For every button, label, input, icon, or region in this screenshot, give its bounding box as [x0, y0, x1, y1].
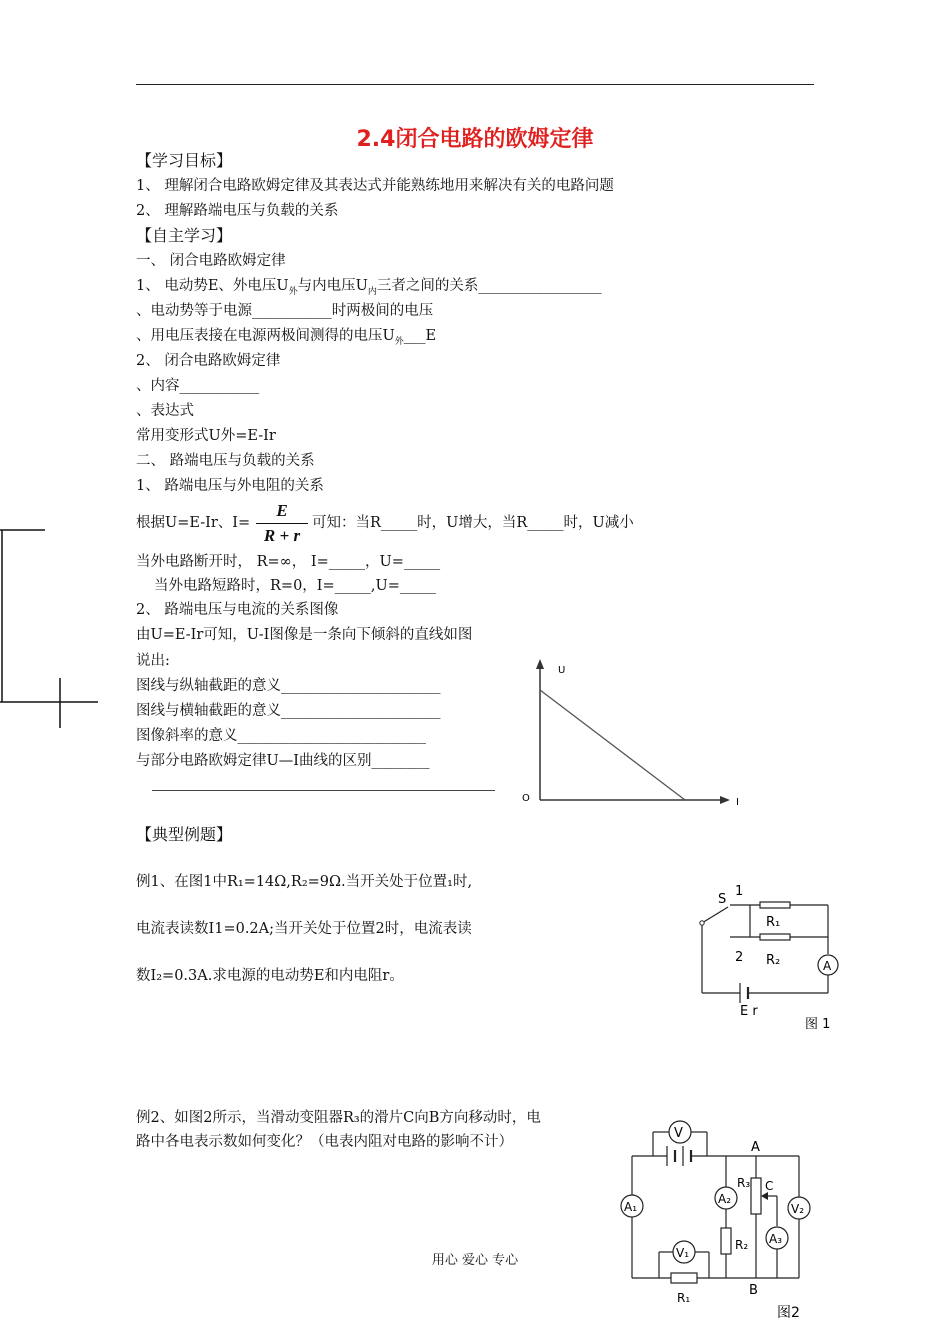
figure-1 — [690, 875, 850, 1040]
example1-line3: 数I₂=0.3A.求电源的电动势E和内电阻r。 — [136, 968, 404, 984]
binding-marks — [0, 520, 110, 740]
part1-q1-2 — [136, 326, 436, 352]
part2-q1: 1、 路端电压与外电阻的关系 — [136, 478, 324, 494]
ui-graph — [510, 655, 760, 815]
part1-q2-3: 常用变形式U外=E-Ir — [136, 428, 276, 444]
y-label: U — [558, 665, 566, 676]
q1-2-text-a: 、用电压表接在电源两极间测得的电压U — [136, 328, 395, 344]
part1-q1 — [136, 276, 602, 302]
x-label: I — [736, 797, 739, 808]
example1-line2: 电流表读数I1=0.2A;当开关处于位置2时，电流表读 — [136, 921, 472, 937]
part2-open-circuit: 当外电路断开时， R=∞， I=_____，U=_____ — [136, 554, 441, 570]
label-pos1: 1 — [735, 884, 744, 899]
label-ammeter: A — [823, 959, 832, 973]
part1-q2: 2、 闭合电路欧姆定律 — [136, 353, 281, 369]
resistor-r1-shape — [760, 902, 790, 908]
example2-line2: 路中各电表示数如何变化？（电表内阻对电路的影响不计） — [136, 1134, 513, 1150]
slider-arrow — [761, 1192, 768, 1200]
part2-basis-a: 根据U=E-Ir、I= — [136, 515, 251, 531]
y-arrow — [536, 659, 544, 669]
label-r1: R₁ — [766, 915, 781, 930]
part1-q2-2: 、表达式 — [136, 403, 194, 419]
label-v: V — [674, 1126, 683, 1141]
header-rule — [136, 84, 814, 85]
part2-basis-b: 可知：当R_____时，U增大，当R_____时，U减小 — [312, 515, 634, 531]
label-source: E r — [740, 1004, 758, 1019]
origin-label: O — [522, 793, 530, 804]
section-examples: 【典型例题】 — [136, 825, 233, 844]
resistor-r2-shape — [760, 934, 790, 940]
label-v2: V₂ — [791, 1202, 805, 1216]
section-self-study: 【自主学习】 — [136, 226, 233, 245]
resistor-r1-shape — [671, 1273, 697, 1283]
part2-say: 说出: — [136, 653, 170, 669]
answer-line — [152, 790, 495, 791]
switch-blade — [702, 907, 728, 923]
q1-text-b: 与内电压U — [297, 278, 368, 294]
label-r2: R₂ — [766, 953, 781, 968]
part2-q2: 2、 路端电压与电流的关系图像 — [136, 602, 339, 618]
label-r1: R₁ — [677, 1291, 691, 1305]
fraction-denominator: R + r — [263, 526, 301, 545]
example2-line1: 例2、如图2所示，当滑动变阻器R₃的滑片C向B方向移动时，电 — [136, 1110, 541, 1126]
part2-q2-text: 由U=E-Ir可知，U-I图像是一条向下倾斜的直线如图 — [136, 627, 473, 643]
part2-item-2: 图线与横轴截距的意义______________________ — [136, 703, 441, 719]
goal-2: 2、 理解路端电压与负载的关系 — [136, 203, 339, 219]
ui-line — [540, 690, 685, 800]
part1-q1-1: 、电动势等于电源___________时两极间的电压 — [136, 303, 434, 319]
fraction-bar — [256, 523, 308, 524]
q1-sub-in: 内 — [367, 286, 377, 297]
goal-1: 1、 理解闭合电路欧姆定律及其表达式并能熟练地用来解决有关的电路问题 — [136, 178, 614, 194]
fraction-numerator: E — [276, 501, 288, 520]
part2-item-3: 图像斜率的意义__________________________ — [136, 728, 426, 744]
figure-2-caption: 图2 — [777, 1305, 800, 1321]
label-a1: A₁ — [624, 1200, 638, 1214]
part1-heading: 一、 闭合电路欧姆定律 — [136, 253, 286, 269]
q1-2-sub: 外 — [394, 336, 404, 347]
page-title: 2.4闭合电路的欧姆定律 — [356, 127, 594, 152]
label-r2: R₂ — [735, 1238, 749, 1252]
label-node-a: A — [751, 1140, 760, 1155]
label-pos2: 2 — [735, 950, 744, 965]
q1-text-a: 1、 电动势E、外电压U — [136, 278, 289, 294]
part2-short-circuit: 当外电路短路时，R=0，I=_____,U=_____ — [154, 578, 437, 594]
label-s: S — [718, 892, 727, 907]
x-arrow — [720, 796, 730, 804]
figure-1-caption: 图 1 — [805, 1017, 831, 1032]
label-r3: R₃ — [737, 1176, 751, 1190]
label-node-b: B — [749, 1283, 758, 1298]
label-v1: V₁ — [676, 1246, 690, 1260]
label-c: C — [765, 1179, 774, 1193]
resistor-r3-shape — [751, 1178, 761, 1214]
example1-line1: 例1、在图1中R₁=14Ω,R₂=9Ω.当开关处于位置₁时, — [136, 874, 473, 890]
part2-heading: 二、 路端电压与负载的关系 — [136, 453, 315, 469]
label-a3: A₃ — [769, 1232, 783, 1246]
q1-sub-out: 外 — [288, 286, 298, 297]
label-a2: A₂ — [718, 1192, 732, 1206]
part2-item-1: 图线与纵轴截距的意义______________________ — [136, 678, 441, 694]
q1-text-c: 三者之间的关系_________________ — [376, 278, 602, 294]
figure-2 — [615, 1112, 835, 1328]
part2-item-4: 与部分电路欧姆定律U—I曲线的区别________ — [136, 753, 430, 769]
fraction — [256, 500, 308, 547]
part1-q2-1: 、内容___________ — [136, 378, 260, 394]
q1-2-text-b: ___E — [403, 328, 437, 344]
section-goals: 【学习目标】 — [136, 151, 233, 170]
page-footer: 用心 爱心 专心 — [431, 1253, 519, 1268]
